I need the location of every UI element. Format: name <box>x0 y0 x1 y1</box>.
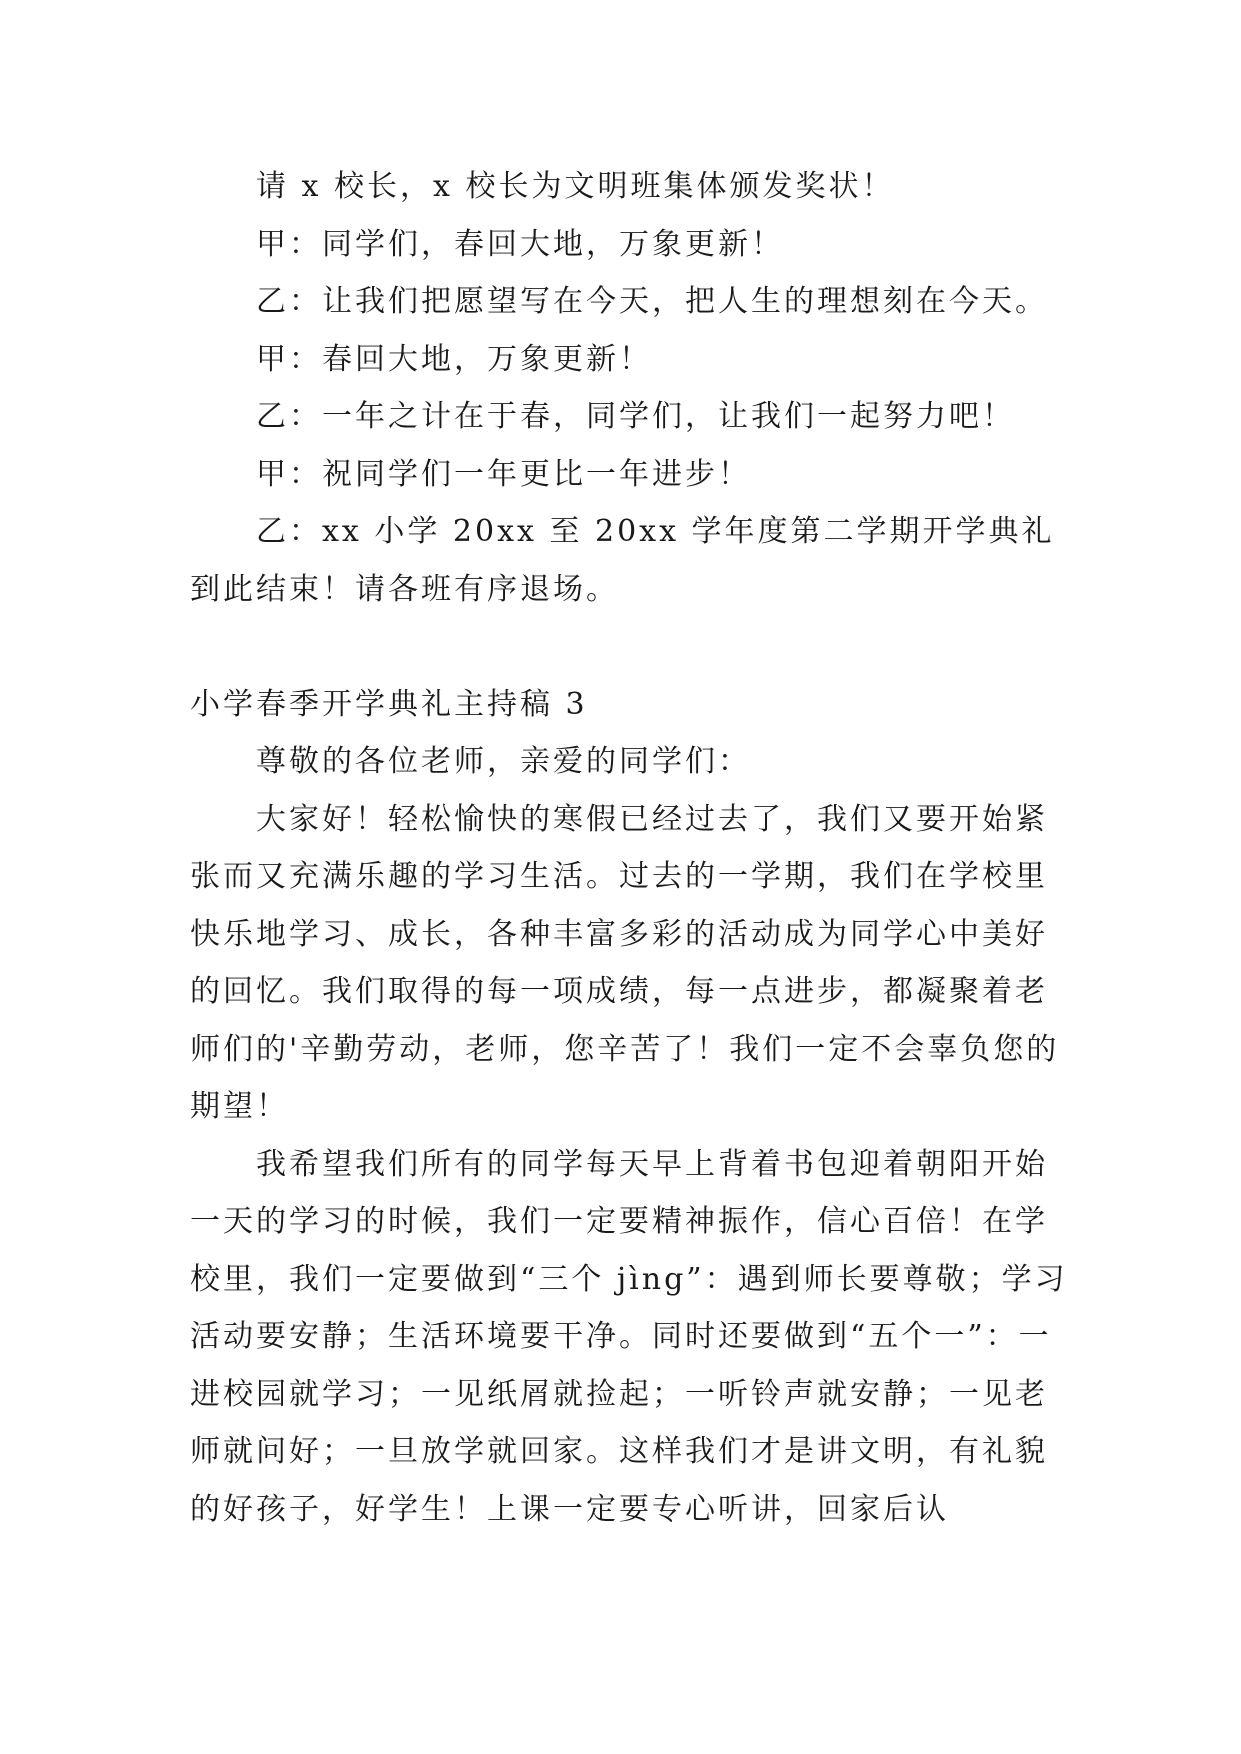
closing-paragraph: 乙：xx 小学 20xx 至 20xx 学年度第二学期开学典礼到此结束！请各班有序退场。 <box>190 514 1055 607</box>
text-line-jia-3: 甲：祝同学们一年更比一年进步！ <box>256 456 751 492</box>
greeting-line: 尊敬的各位老师，亲爱的同学们： <box>256 744 751 779</box>
text-line-jia-2: 甲：春回大地，万象更新！ <box>256 341 652 377</box>
body-paragraph-2: 我希望我们所有的同学每天早上背着书包迎着朝阳开始一天的学习的时候，我们一定要精神振作，信心百倍！在学校里，我们一定要做到“三个 jìng”：遇到师长要尊敬；学习活动要安静；生活环境要干净。同时还要做到“五个一”：一进校园就学习；一见纸屑就捡起；一听铃声就安静；一见老师就问好；一旦放学就回家。这样我们才是讲文明，有礼貌的好孩子，好学生！上课一定要专心听讲，回家后认 <box>190 1146 1068 1527</box>
text-line-jia-1: 甲：同学们，春回大地，万象更新！ <box>256 226 784 262</box>
text-line-yi-2: 乙：一年之计在于春，同学们，让我们一起努力吧！ <box>256 399 1015 434</box>
section-gap <box>190 618 1070 676</box>
document-body <box>190 158 1070 1538</box>
text-line-award: 请 x 校长，x 校长为文明班集体颁发奖状！ <box>256 169 895 204</box>
text-line-yi-1: 乙：让我们把愿望写在今天，把人生的理想刻在今天。 <box>256 284 1048 319</box>
section-heading: 小学春季开学典礼主持稿 3 <box>190 686 588 722</box>
body-paragraph-1: 大家好！轻松愉快的寒假已经过去了，我们又要开始紧张而又充满乐趣的学习生活。过去的一学期，我们在学校里快乐地学习、成长，各种丰富多彩的活动成为同学心中美好的回忆。我们取得的每一项成绩，每一点进步，都凝聚着老师们的'辛勤劳动，老师，您辛苦了！我们一定不会辜负您的期望！ <box>190 801 1060 1124</box>
